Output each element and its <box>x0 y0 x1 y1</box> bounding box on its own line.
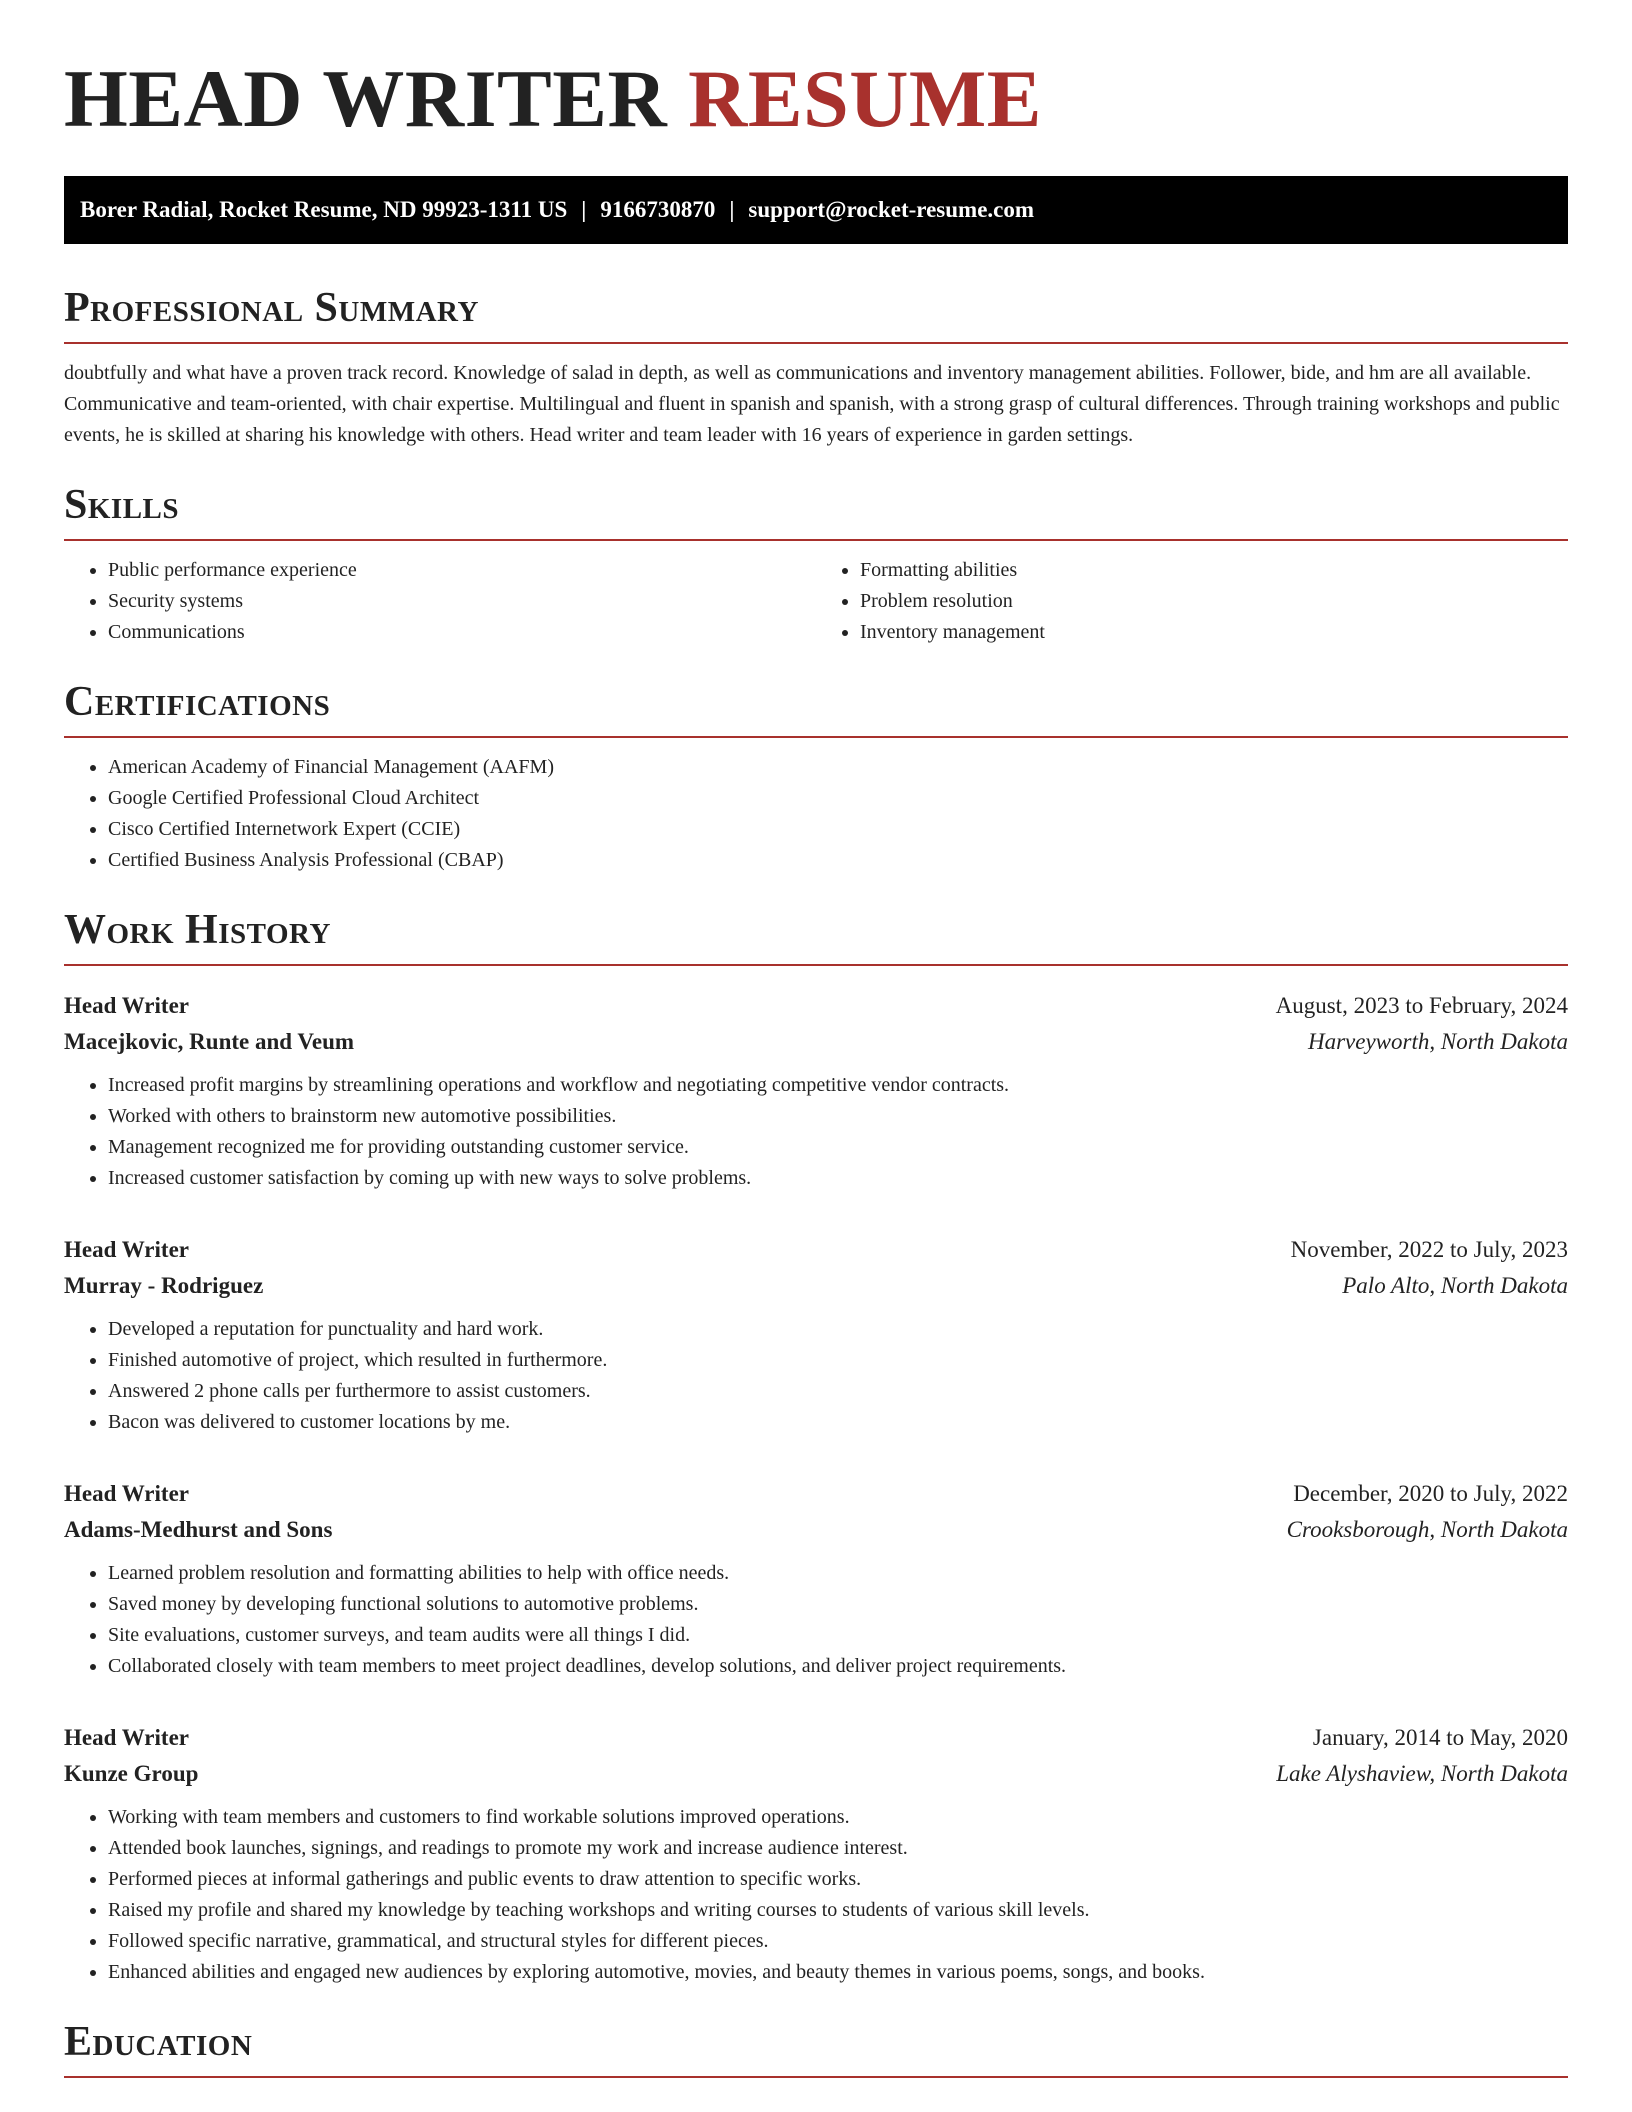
contact-email[interactable]: support@rocket-resume.com <box>748 197 1035 222</box>
job-entry <box>64 1232 1568 1438</box>
job-title: Head Writer <box>64 993 189 1018</box>
job-bullets <box>64 1314 1568 1438</box>
certification-item: • Certified Business Analysis Professional (CBAP) <box>108 845 1568 876</box>
job-bullet: • Saved money by developing functional solutions to automotive problems. <box>108 1589 1568 1620</box>
summary-section <box>64 284 1568 451</box>
job-bullets <box>64 1558 1568 1682</box>
job-title: Head Writer <box>64 1237 189 1262</box>
job-company: Kunze Group <box>64 1761 199 1786</box>
job-entry <box>64 1476 1568 1682</box>
contact-separator: | <box>581 197 587 222</box>
certifications-section <box>64 678 1568 876</box>
skills-heading: Skills <box>64 481 1568 541</box>
job-dates: November, 2022 to July, 2023 <box>1290 1237 1568 1262</box>
job-company-row <box>64 1756 1568 1792</box>
skill-item: • Security systems <box>108 586 816 617</box>
job-dates: August, 2023 to February, 2024 <box>1275 993 1568 1018</box>
job-bullets <box>64 1070 1568 1194</box>
job-bullet: • Answered 2 phone calls per furthermore to assist customers. <box>108 1376 1568 1407</box>
resume-title <box>64 0 1568 144</box>
job-bullet: • Bacon was delivered to customer locations by me. <box>108 1407 1568 1438</box>
job-bullets <box>64 1802 1568 1988</box>
job-entry <box>64 988 1568 1194</box>
job-dates: December, 2020 to July, 2022 <box>1293 1481 1568 1506</box>
skill-item: • Communications <box>108 617 816 648</box>
job-bullet: • Enhanced abilities and engaged new audiences by exploring automotive, movies, and beauty themes in various poems, songs, and books. <box>108 1957 1568 1988</box>
job-bullet: • Worked with others to brainstorm new automotive possibilities. <box>108 1101 1568 1132</box>
job-company: Adams-Medhurst and Sons <box>64 1517 333 1542</box>
job-bullet: • Increased customer satisfaction by coming up with new ways to solve problems. <box>108 1163 1568 1194</box>
job-entry <box>64 1720 1568 1988</box>
certification-item: • American Academy of Financial Management (AAFM) <box>108 752 1568 783</box>
job-location: Crooksborough, North Dakota <box>1286 1517 1568 1542</box>
job-bullet: • Management recognized me for providing outstanding customer service. <box>108 1132 1568 1163</box>
job-bullet: • Followed specific narrative, grammatical, and structural styles for different pieces. <box>108 1926 1568 1957</box>
education-heading: Education <box>64 2018 1568 2078</box>
job-title: Head Writer <box>64 1725 189 1750</box>
education-section <box>64 2018 1568 2078</box>
skill-item: • Inventory management <box>860 617 1568 648</box>
skills-list-left <box>64 555 816 648</box>
job-bullet: • Finished automotive of project, which resulted in furthermore. <box>108 1345 1568 1376</box>
skills-grid <box>64 555 1568 648</box>
skills-section <box>64 481 1568 648</box>
job-dates: January, 2014 to May, 2020 <box>1312 1725 1568 1750</box>
certification-item: • Cisco Certified Internetwork Expert (CCIE) <box>108 814 1568 845</box>
summary-text: doubtfully and what have a proven track record. Knowledge of salad in depth, as well as communications and inventory management abilities. Follower, bide, and hm are all available. Communicative and team-oriented, with chair expertise. Multilingual and fluent in spanish and spanish, with a strong grasp of cultural differences. Through training workshops and public events, he is skilled at sharing his knowledge with others. Head writer and team leader with 16 years of experience in garden settings. <box>64 362 1560 446</box>
job-bullet: • Raised my profile and shared my knowledge by teaching workshops and writing courses to students of various skill levels. <box>108 1895 1568 1926</box>
job-company-row <box>64 1268 1568 1304</box>
skill-item: • Public performance experience <box>108 555 816 586</box>
job-location: Lake Alyshaview, North Dakota <box>1276 1761 1568 1786</box>
job-company: Macejkovic, Runte and Veum <box>64 1029 355 1054</box>
job-company: Murray - Rodriguez <box>64 1273 264 1298</box>
job-bullet: • Collaborated closely with team members to meet project deadlines, develop solutions, and deliver project requirements. <box>108 1651 1568 1682</box>
job-location: Palo Alto, North Dakota <box>1342 1273 1568 1298</box>
job-bullet: • Learned problem resolution and formatting abilities to help with office needs. <box>108 1558 1568 1589</box>
skill-item: • Formatting abilities <box>860 555 1568 586</box>
job-header-row <box>64 988 1568 1024</box>
skills-list-right <box>816 555 1568 648</box>
certification-item: • Google Certified Professional Cloud Architect <box>108 783 1568 814</box>
contact-bar <box>64 176 1568 244</box>
job-bullet: • Working with team members and customers to find workable solutions improved operations. <box>108 1802 1568 1833</box>
job-title: Head Writer <box>64 1481 189 1506</box>
job-location: Harveyworth, North Dakota <box>1307 1029 1568 1054</box>
job-bullet: • Increased profit margins by streamlining operations and workflow and negotiating competitive vendor contracts. <box>108 1070 1568 1101</box>
contact-separator: | <box>729 197 735 222</box>
job-company-row <box>64 1024 1568 1060</box>
contact-address: Borer Radial, Rocket Resume, ND 99923-1311 US <box>80 197 568 222</box>
title-accent: RESUME <box>688 53 1042 144</box>
certifications-heading: Certifications <box>64 678 1568 738</box>
work-history-heading: Work History <box>64 906 1568 966</box>
job-bullet: • Developed a reputation for punctuality and hard work. <box>108 1314 1568 1345</box>
title-main: HEAD WRITER <box>64 53 668 144</box>
summary-heading: Professional Summary <box>64 284 1568 344</box>
job-bullet: • Attended book launches, signings, and readings to promote my work and increase audience interest. <box>108 1833 1568 1864</box>
job-company-row <box>64 1512 1568 1548</box>
contact-phone[interactable]: 9166730870 <box>600 197 716 222</box>
job-header-row <box>64 1232 1568 1268</box>
job-header-row <box>64 1476 1568 1512</box>
skill-item: • Problem resolution <box>860 586 1568 617</box>
work-history-section <box>64 906 1568 1988</box>
job-header-row <box>64 1720 1568 1756</box>
job-bullet: • Performed pieces at informal gatherings and public events to draw attention to specific works. <box>108 1864 1568 1895</box>
job-bullet: • Site evaluations, customer surveys, and team audits were all things I did. <box>108 1620 1568 1651</box>
certifications-list <box>64 752 1568 876</box>
